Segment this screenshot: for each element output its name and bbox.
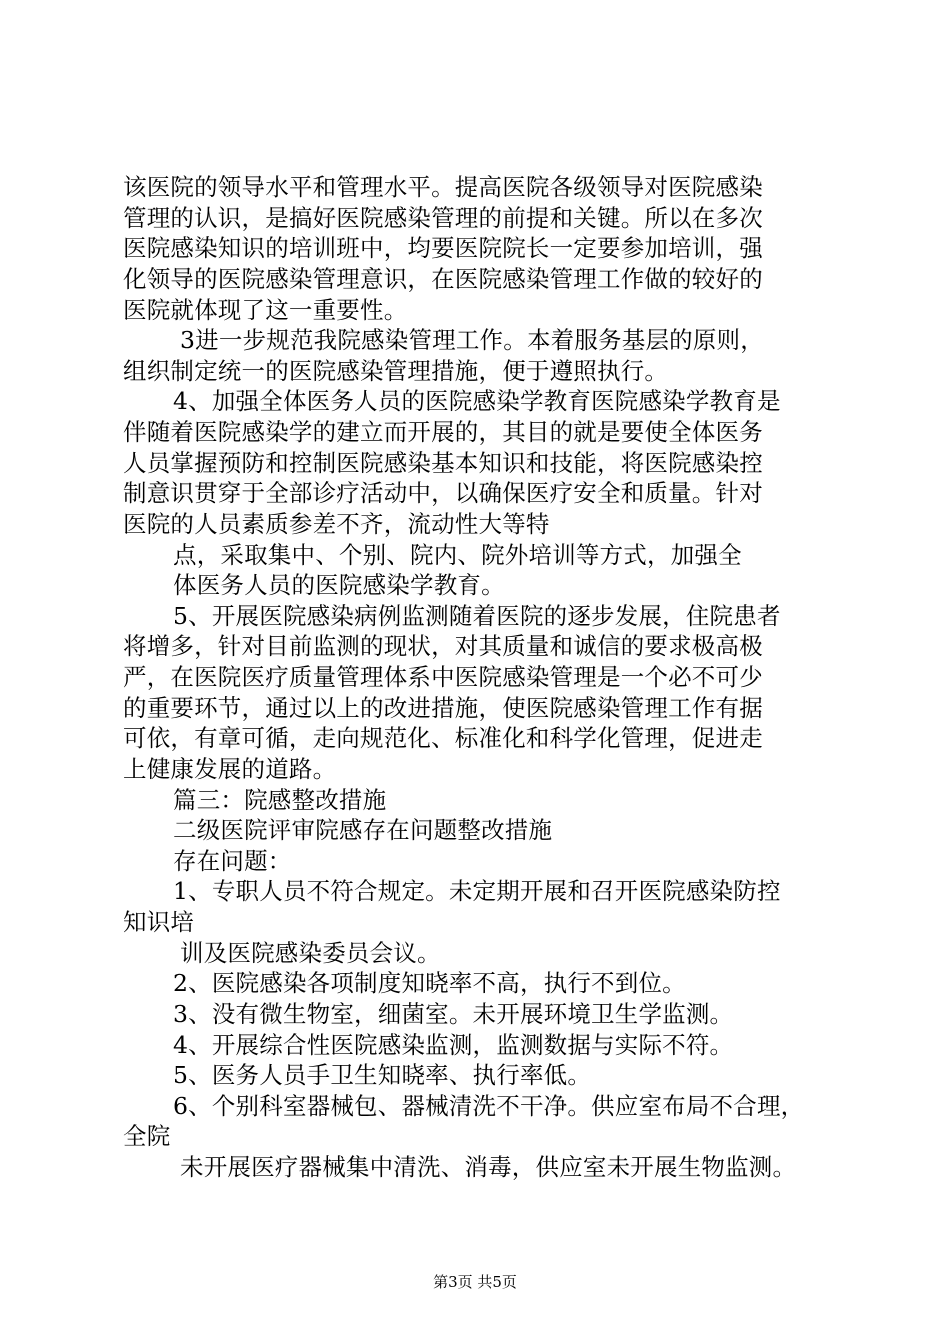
text-line: 上健康发展的道路。 [123, 755, 337, 783]
page-footer: 第3页 共5页 [433, 1273, 517, 1291]
text-line: 可依，有章可循，走向规范化、标准化和科学化管理，促进走 [123, 724, 763, 752]
text-line: 2、医院感染各项制度知晓率不高，执行不到位。 [173, 969, 686, 997]
text-line: 制意识贯穿于全部诊疗活动中，以确保医疗安全和质量。针对 [123, 479, 763, 507]
text-line: 存在问题： [173, 847, 292, 875]
text-line: 点，采取集中、个别、院内、院外培训等方式，加强全 [173, 541, 742, 569]
section-heading: 篇三：院感整改措施 [173, 786, 387, 814]
text-line: 知识培 [123, 908, 195, 936]
text-line: 体医务人员的医院感染学教育。 [173, 571, 505, 599]
text-line: 全院 [123, 1122, 171, 1150]
text-line: 5、医务人员手卫生知晓率、执行率低。 [173, 1061, 592, 1089]
text-line: 4、开展综合性医院感染监测，监测数据与实际不符。 [173, 1031, 734, 1059]
text-line: 二级医院评审院感存在问题整改措施 [173, 816, 553, 844]
text-line: 的重要环节，通过以上的改进措施，使医院感染管理工作有据 [123, 694, 763, 722]
text-line: 伴随着医院感染学的建立而开展的，其目的就是要使全体医务 [123, 418, 763, 446]
text-line: 6、个别科室器械包、器械清洗不干净。供应室布局不合理， [173, 1092, 805, 1120]
text-line: 人员掌握预防和控制医院感染基本知识和技能，将医院感染控 [123, 449, 763, 477]
text-line: 未开展医疗器械集中清洗、消毒，供应室未开展生物监测。 [180, 1153, 797, 1181]
text-line: 组织制定统一的医院感染管理措施，便于遵照执行。 [123, 357, 669, 385]
text-line: 该医院的领导水平和管理水平。提高医院各级领导对医院感染 [123, 173, 763, 201]
text-line: 化领导的医院感染管理意识，在医院感染管理工作做的较好的 [123, 265, 763, 293]
text-line: 3、没有微生物室，细菌室。未开展环境卫生学监测。 [173, 1000, 734, 1028]
text-line: 4、加强全体医务人员的医院感染学教育医院感染学教育是 [173, 387, 781, 415]
text-line: 1、专职人员不符合规定。未定期开展和召开医院感染防控 [173, 877, 781, 905]
text-line: 5、开展医院感染病例监测随着医院的逐步发展，住院患者 [173, 602, 781, 630]
text-line: 将增多，针对目前监测的现状，对其质量和诚信的要求极高极 [123, 632, 763, 660]
text-line: 管理的认识，是搞好医院感染管理的前提和关键。所以在多次 [123, 204, 763, 232]
text-line: 严，在医院医疗质量管理体系中医院感染管理是一个必不可少 [123, 663, 763, 691]
text-line: 3进一步规范我院感染管理工作。本着服务基层的原则， [180, 326, 764, 354]
text-line: 医院就体现了这一重要性。 [123, 296, 408, 324]
text-line: 医院感染知识的培训班中，均要医院院长一定要参加培训，强 [123, 234, 763, 262]
text-line: 训及医院感染委员会议。 [180, 939, 441, 967]
text-line: 医院的人员素质参差不齐，流动性大等特 [123, 510, 550, 538]
